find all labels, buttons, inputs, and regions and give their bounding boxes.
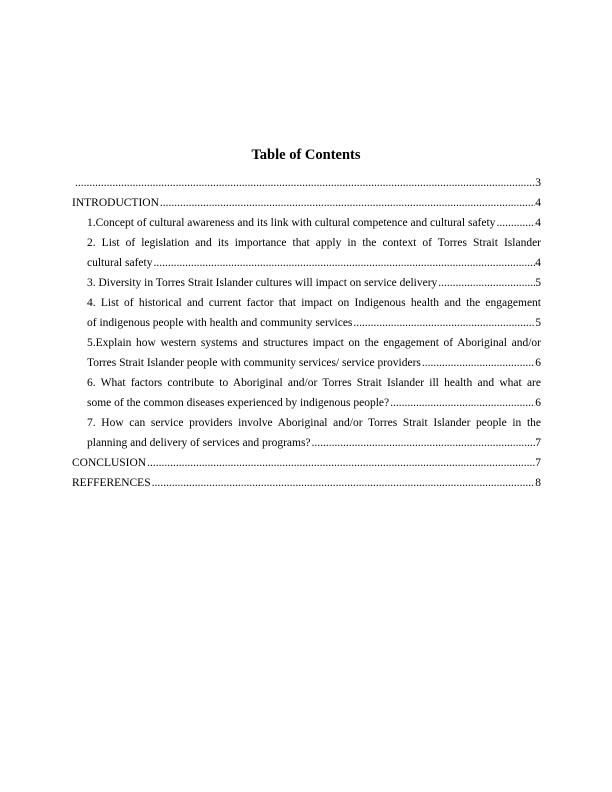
toc-page-number: 5	[535, 317, 541, 329]
toc-entry-references[interactable]	[72, 473, 541, 493]
dot-leader	[147, 453, 535, 473]
toc-entry-1[interactable]	[87, 213, 541, 233]
dot-leader	[160, 193, 535, 213]
toc-entry-blank[interactable]	[74, 173, 541, 193]
toc-entry-6[interactable]	[87, 373, 541, 413]
toc-entry-4[interactable]	[87, 293, 541, 333]
toc-entry-text-line1: 2. List of legislation and its importance that apply in the context of Torres Strait Islander	[87, 237, 541, 249]
toc-page-number: 7	[535, 457, 541, 469]
dot-leader	[390, 393, 535, 413]
toc-page-number: 3	[535, 177, 541, 189]
dot-leader	[496, 213, 535, 233]
toc-entry-text-line1: 7. How can service providers involve Aboriginal and/or Torres Strait Islander people in the	[87, 417, 541, 429]
toc-page-number: 4	[535, 217, 541, 229]
toc-entry-text: CONCLUSION	[72, 457, 147, 469]
toc-entry-text-line2: cultural safety	[87, 257, 153, 269]
toc-page-number: 4	[535, 197, 541, 209]
toc-title: Table of Contents	[251, 147, 361, 163]
toc-entry-3[interactable]	[87, 273, 541, 293]
dot-leader	[75, 173, 535, 193]
toc-entry-text: 1.Concept of cultural awareness and its link with cultural competence and cultural safety	[87, 217, 496, 229]
toc-entry-7[interactable]	[87, 413, 541, 453]
dot-leader	[152, 473, 536, 493]
toc-entry-text: 3. Diversity in Torres Strait Islander cultures will impact on service delivery	[87, 277, 438, 289]
toc-entry-text-line2: planning and delivery of services and programs?	[87, 437, 311, 449]
dot-leader	[312, 433, 536, 453]
toc-page-number: 6	[535, 397, 541, 409]
toc-page-number: 8	[535, 477, 541, 489]
table-of-contents	[72, 173, 541, 493]
toc-page-number: 7	[535, 437, 541, 449]
toc-entry-text-line1: 5.Explain how western systems and structures impact on the engagement of Aboriginal and/or	[87, 337, 541, 349]
toc-entry-text-line2: Torres Strait Islander people with community services/ service providers	[87, 357, 421, 369]
toc-entry-conclusion[interactable]	[72, 453, 541, 473]
dot-leader	[153, 253, 535, 273]
toc-entry-text-line1: 4. List of historical and current factor that impact on Indigenous health and the engagement	[87, 297, 541, 309]
toc-entry-2[interactable]	[87, 233, 541, 273]
dot-leader	[438, 273, 535, 293]
toc-entry-text: REFFERENCES	[72, 477, 151, 489]
dot-leader	[353, 313, 535, 333]
toc-entry-text-line2: of indigenous people with health and community services	[87, 317, 353, 329]
toc-page-number: 6	[535, 357, 541, 369]
toc-entry-text: INTRODUCTION	[72, 197, 159, 209]
dot-leader	[422, 353, 535, 373]
toc-page-number: 4	[535, 257, 541, 269]
toc-page-number: 5	[535, 277, 541, 289]
toc-entry-text-line2: some of the common diseases experienced by indigenous people?	[87, 397, 390, 409]
toc-entry-introduction[interactable]	[72, 193, 541, 213]
toc-entry-5[interactable]	[87, 333, 541, 373]
toc-entry-text-line1: 6. What factors contribute to Aboriginal and/or Torres Strait Islander ill health and what are	[87, 377, 541, 389]
